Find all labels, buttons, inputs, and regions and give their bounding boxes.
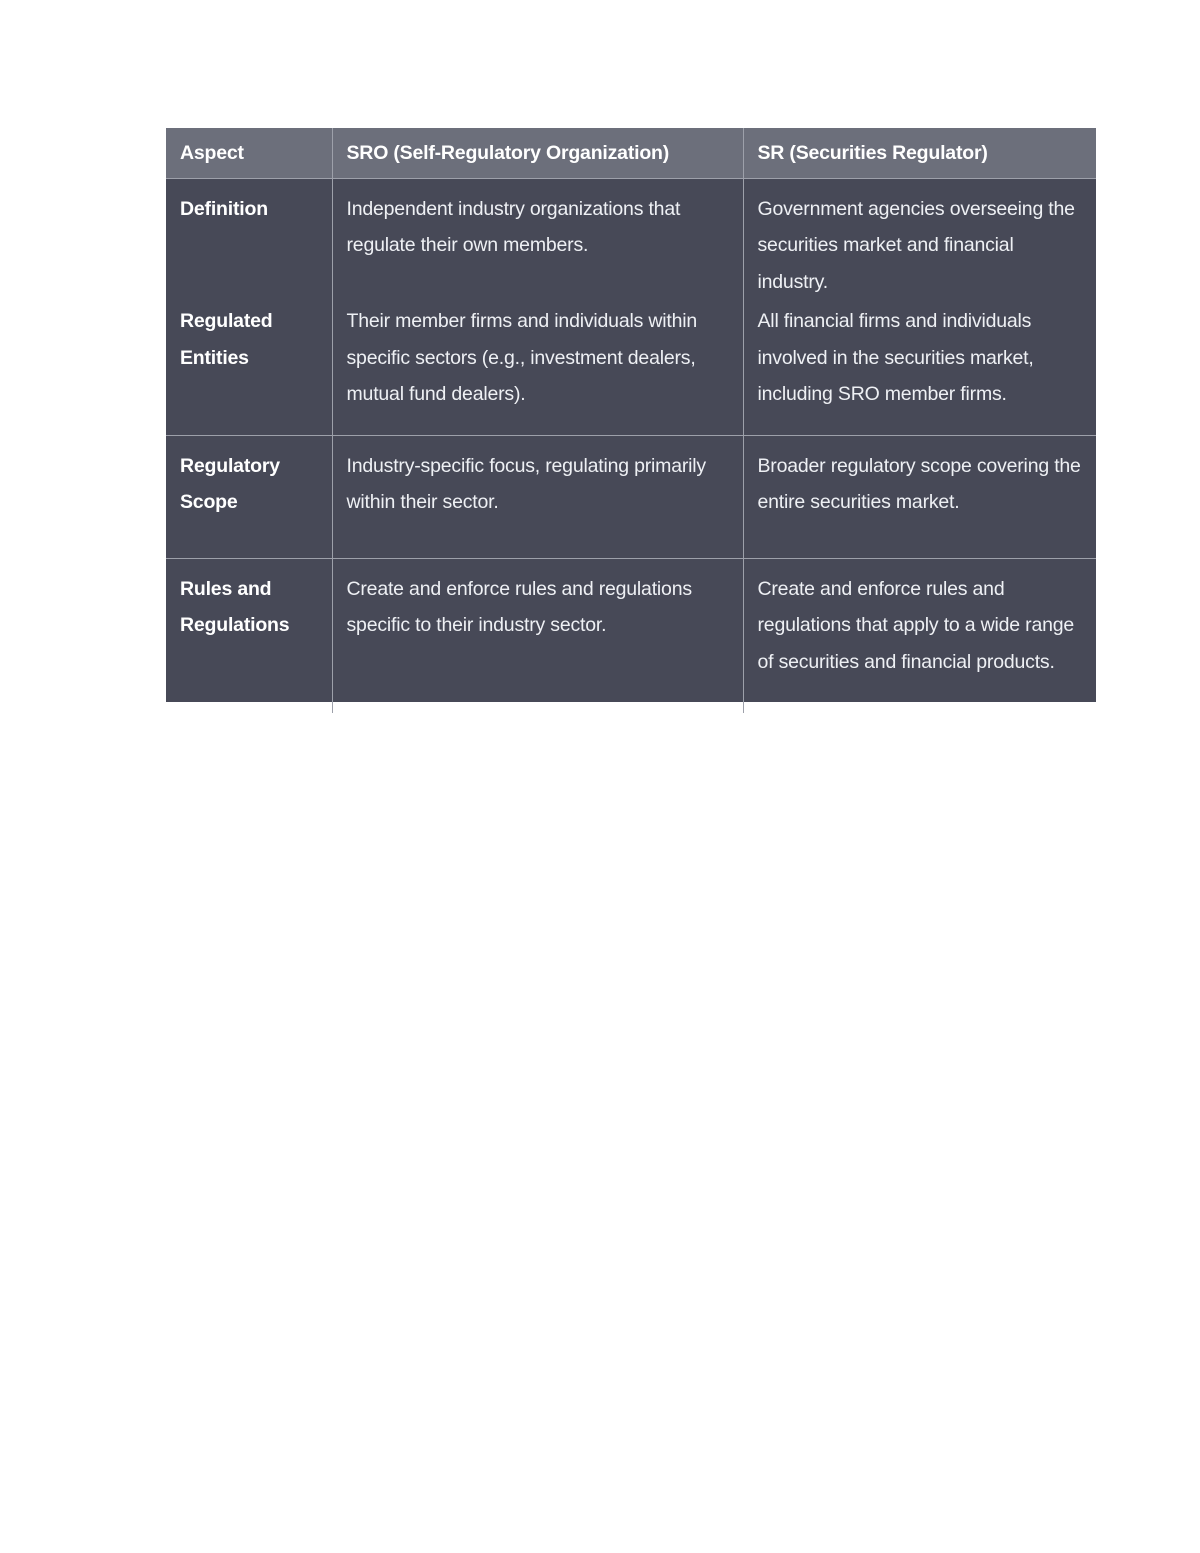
cell-aspect: Regulated Entities	[166, 300, 332, 435]
cell-aspect: Definition	[180, 197, 268, 220]
table-row-regulated-entities	[166, 300, 1096, 435]
cell-sro: Create and enforce rules and regulations specific to their industry sector.	[332, 558, 743, 713]
cell-aspect: Rules and Regulations	[180, 577, 290, 636]
cell-sro: Their member firms and individuals within specific sectors (e.g., investment dealers, mutual fund dealers).	[332, 300, 743, 435]
cell-sro: Industry-specific focus, regulating primarily within their sector.	[332, 435, 743, 558]
table-row-regulatory-scope	[166, 435, 1096, 558]
comparison-table-container	[166, 128, 1096, 702]
header-sro: SRO (Self-Regulatory Organization)	[332, 128, 743, 178]
table-body	[166, 178, 1096, 713]
cell-sr: Government agencies overseeing the securities market and financial industry.	[743, 178, 1096, 300]
table-header	[166, 128, 1096, 178]
table-row-rules-and-regulations	[166, 558, 1096, 713]
comparison-table	[166, 128, 1096, 713]
header-sr: SR (Securities Regulator)	[743, 128, 1096, 178]
cell-sr: Create and enforce rules and regulations that apply to a wide range of securities and financial products.	[743, 558, 1096, 713]
cell-sro: Independent industry organizations that regulate their own members.	[332, 178, 743, 300]
cell-aspect: Regulatory Scope	[166, 435, 332, 558]
cell-sr: All financial firms and individuals involved in the securities market, including SRO member firms.	[743, 300, 1096, 435]
table-row-definition	[166, 178, 1096, 300]
header-row	[166, 128, 1096, 178]
header-aspect: Aspect	[166, 128, 332, 178]
cell-sr: Broader regulatory scope covering the entire securities market.	[743, 435, 1096, 558]
